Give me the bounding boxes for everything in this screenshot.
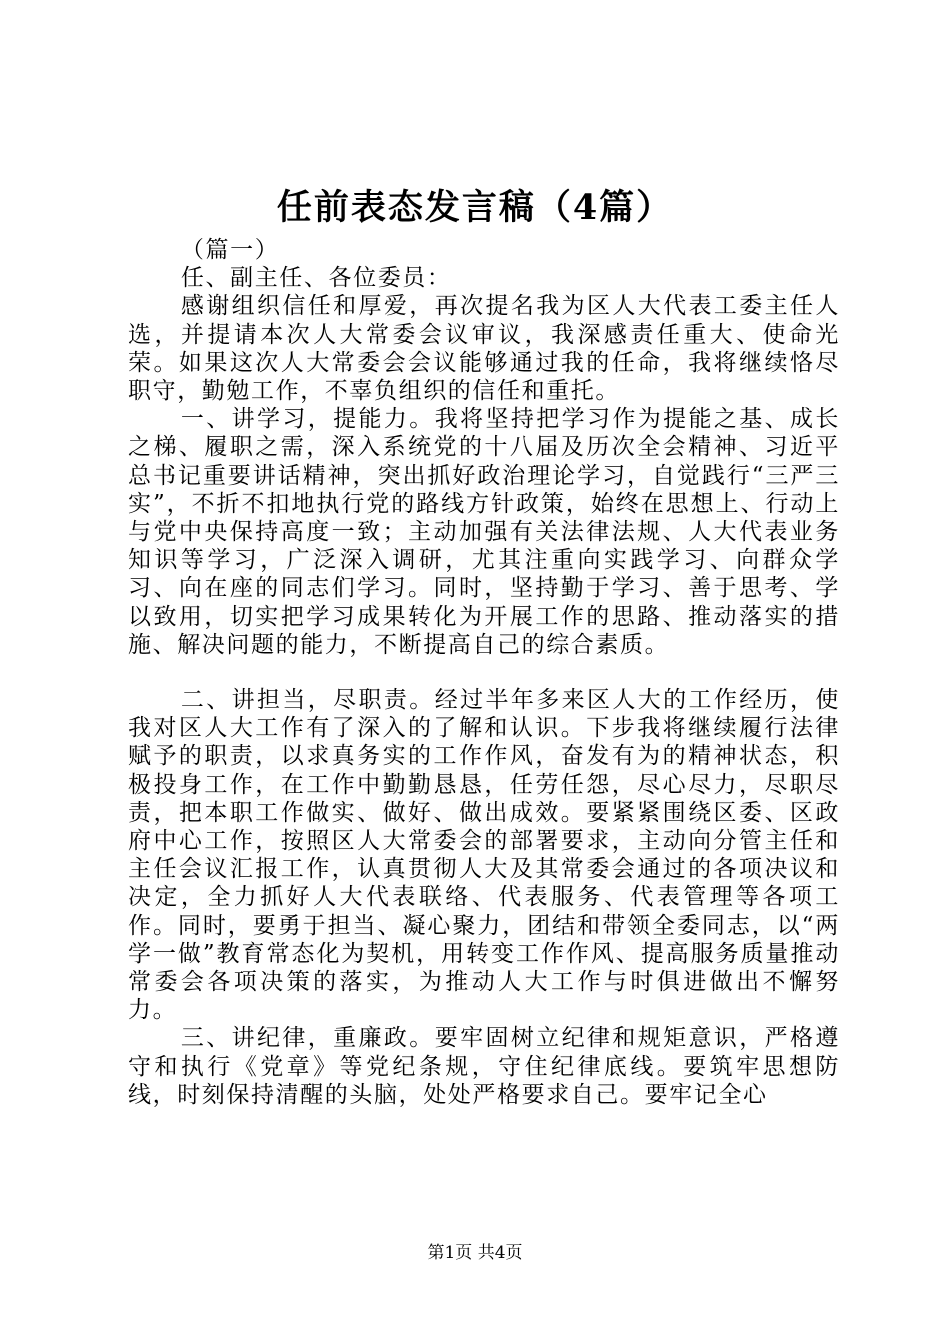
paragraph-discipline: 三、讲纪律，重廉政。要牢固树立纪律和规矩意识，严格遵守和执行《党章》等党纪条规，守住纪律底线。要筑牢思想防线，时刻保持清醒的头脑，处处严格要求自己。要牢记全心 — [128, 1025, 840, 1108]
page-footer: 第1页 共4页 — [427, 1243, 523, 1263]
document-body — [128, 236, 840, 1109]
paragraph-responsibility: 二、讲担当，尽职责。经过半年多来区人大的工作经历，使我对区人大工作有了深入的了解和认识。下步我将继续履行法律赋予的职责，以求真务实的工作作风，奋发有为的精神状态，积极投身工作，在工作中勤勤恳恳，任劳任怨，尽心尽力，尽职尽责，把本职工作做实、做好、做出成效。要紧紧围绕区委、区政府中心工作，按照区人大常委会的部署要求，主动向分管主任和主任会议汇报工作，认真贯彻人大及其常委会通过的各项决议和决定，全力抓好人大代表联络、代表服务、代表管理等各项工作。同时，要勇于担当、凝心聚力，团结和带领全委同志，以“两学一做”教育常态化为契机，用转变工作作风、提高服务质量推动常委会各项决策的落实，为推动人大工作与时俱进做出不懈努力。 — [128, 687, 840, 1024]
document-title: 任前表态发言稿（4篇） — [276, 187, 674, 228]
paragraph-study: 一、讲学习，提能力。我将坚持把学习作为提能之基、成长之梯、履职之需，深入系统党的十八届及历次全会精神、习近平总书记重要讲话精神，突出抓好政治理论学习，自觉践行“三严三实”，不折不扣地执行党的路线方针政策，始终在思想上、行动上与党中央保持高度一致；主动加强有关法律法规、人大代表业务知识等学习，广泛深入调研，尤其注重向实践学习、向群众学习、向在座的同志们学习。同时，坚持勤于学习、善于思考、学以致用，切实把学习成果转化为开展工作的思路、推动落实的措施、解决问题的能力，不断提高自己的综合素质。 — [128, 406, 840, 658]
paragraph-intro: 感谢组织信任和厚爱，再次提名我为区人大代表工委主任人选，并提请本次人大常委会议审议，我深感责任重大、使命光荣。如果这次人大常委会会议能够通过我的任命，我将继续恪尽职守，勤勉工作，不辜负组织的信任和重托。 — [128, 293, 840, 405]
section-label: （篇一） — [180, 237, 280, 263]
salutation: 任、副主任、各位委员： — [180, 265, 452, 292]
